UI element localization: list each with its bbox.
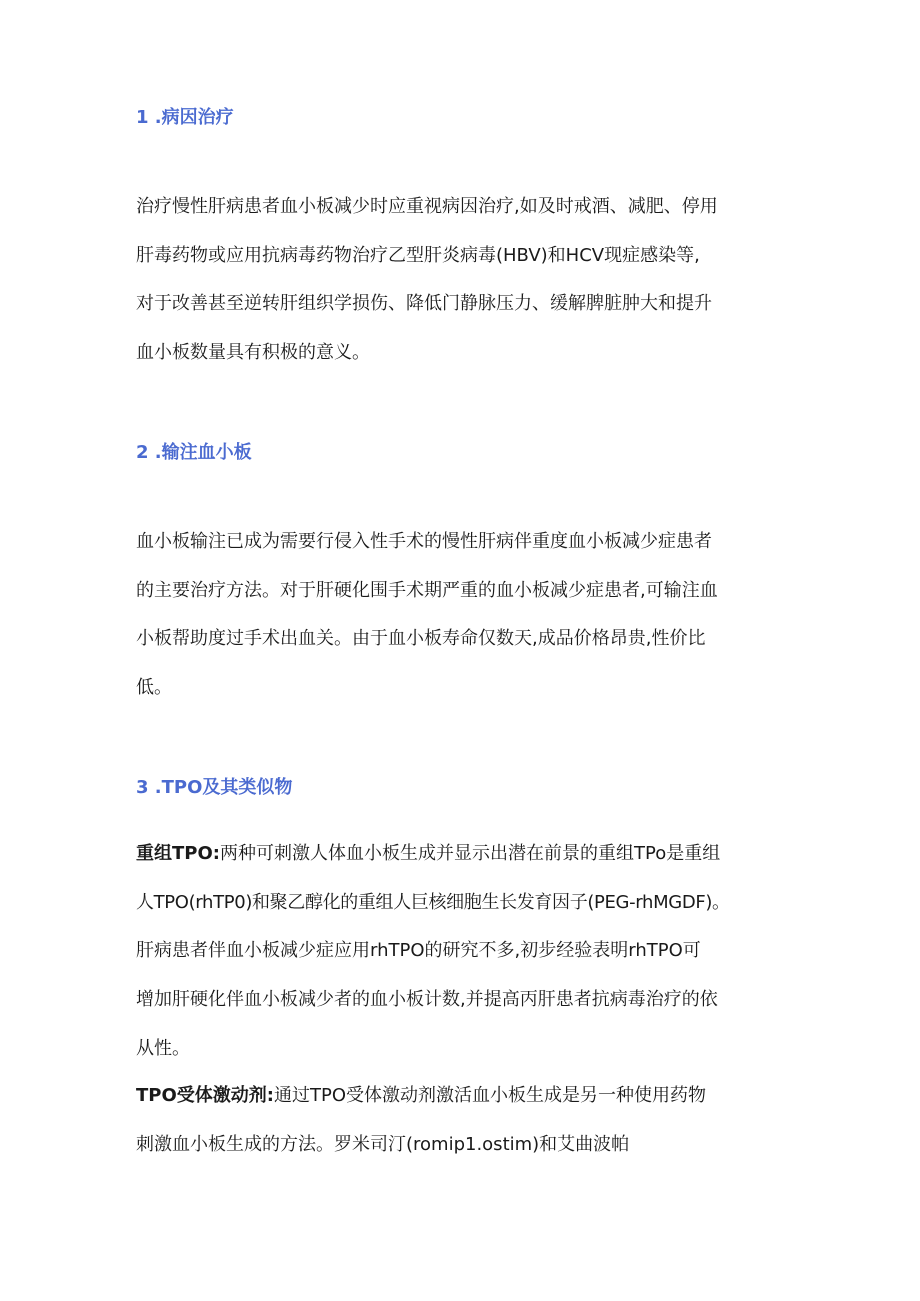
text-line: 治疗慢性肝病患者血小板减少时应重视病因治疗,如及时戒酒、减肥、停用 xyxy=(136,196,718,217)
text-fragment: 两种可刺激人体血小板生成并显示出潜在前景的重组TPo是重组 xyxy=(219,843,721,864)
text-line xyxy=(136,1072,796,1121)
text-line: 血小板数量具有积极的意义。 xyxy=(136,342,370,364)
text-line: 肝毒药物或应用抗病毒药物治疗乙型肝炎病毒(HBV)和HCV现症感染等, xyxy=(136,244,700,266)
text-line: 对于改善甚至逆转肝组织学损伤、降低门静脉压力、缓解脾脏肿大和提升 xyxy=(136,293,712,315)
text-line: 从性。 xyxy=(136,1037,190,1059)
text-line: 人TPO(rhTP0)和聚乙醇化的重组人巨核细胞生长发育因子(PEG-rhMGDF)。 xyxy=(136,891,730,913)
paragraph-recombinant-tpo xyxy=(136,830,796,1074)
text-line xyxy=(136,830,796,879)
term-recombinant-tpo: 重组TPO: xyxy=(136,843,220,864)
paragraph-tpo-receptor-agonist xyxy=(136,1072,796,1169)
text-line: 小板帮助度过手术出血关。由于血小板寿命仅数天,成品价格昂贵,性价比 xyxy=(136,628,706,650)
text-fragment: 通过TPO受体激动剂激活血小板生成是另一种使用药物 xyxy=(273,1085,706,1106)
text-line: 增加肝硬化伴血小板减少者的血小板计数,并提高丙肝患者抗病毒治疗的依 xyxy=(136,989,718,1011)
text-line: 刺激血小板生成的方法。罗米司汀(romip1.ostim)和艾曲波帕 xyxy=(136,1133,630,1155)
section-heading-platelet-transfusion: 2 .输注血小板 xyxy=(136,442,252,463)
text-line: 肝病患者伴血小板减少症应用rhTPO的研究不多,初步经验表明rhTPO可 xyxy=(136,940,701,962)
text-line: 低。 xyxy=(136,677,172,699)
text-line: 血小板输注已成为需要行侵入性手术的慢性肝病伴重度血小板减少症患者 xyxy=(136,531,712,552)
section-heading-etiology: 1 .病因治疗 xyxy=(136,107,234,128)
text-line: 的主要治疗方法。对于肝硬化围手术期严重的血小板减少症患者,可输注血 xyxy=(136,579,718,601)
section-heading-tpo: 3 .TPO及其类似物 xyxy=(136,777,293,798)
term-tpo-receptor-agonist: TPO受体激动剂: xyxy=(136,1085,274,1106)
paragraph-platelet-transfusion xyxy=(136,518,796,713)
paragraph-etiology xyxy=(136,183,796,378)
